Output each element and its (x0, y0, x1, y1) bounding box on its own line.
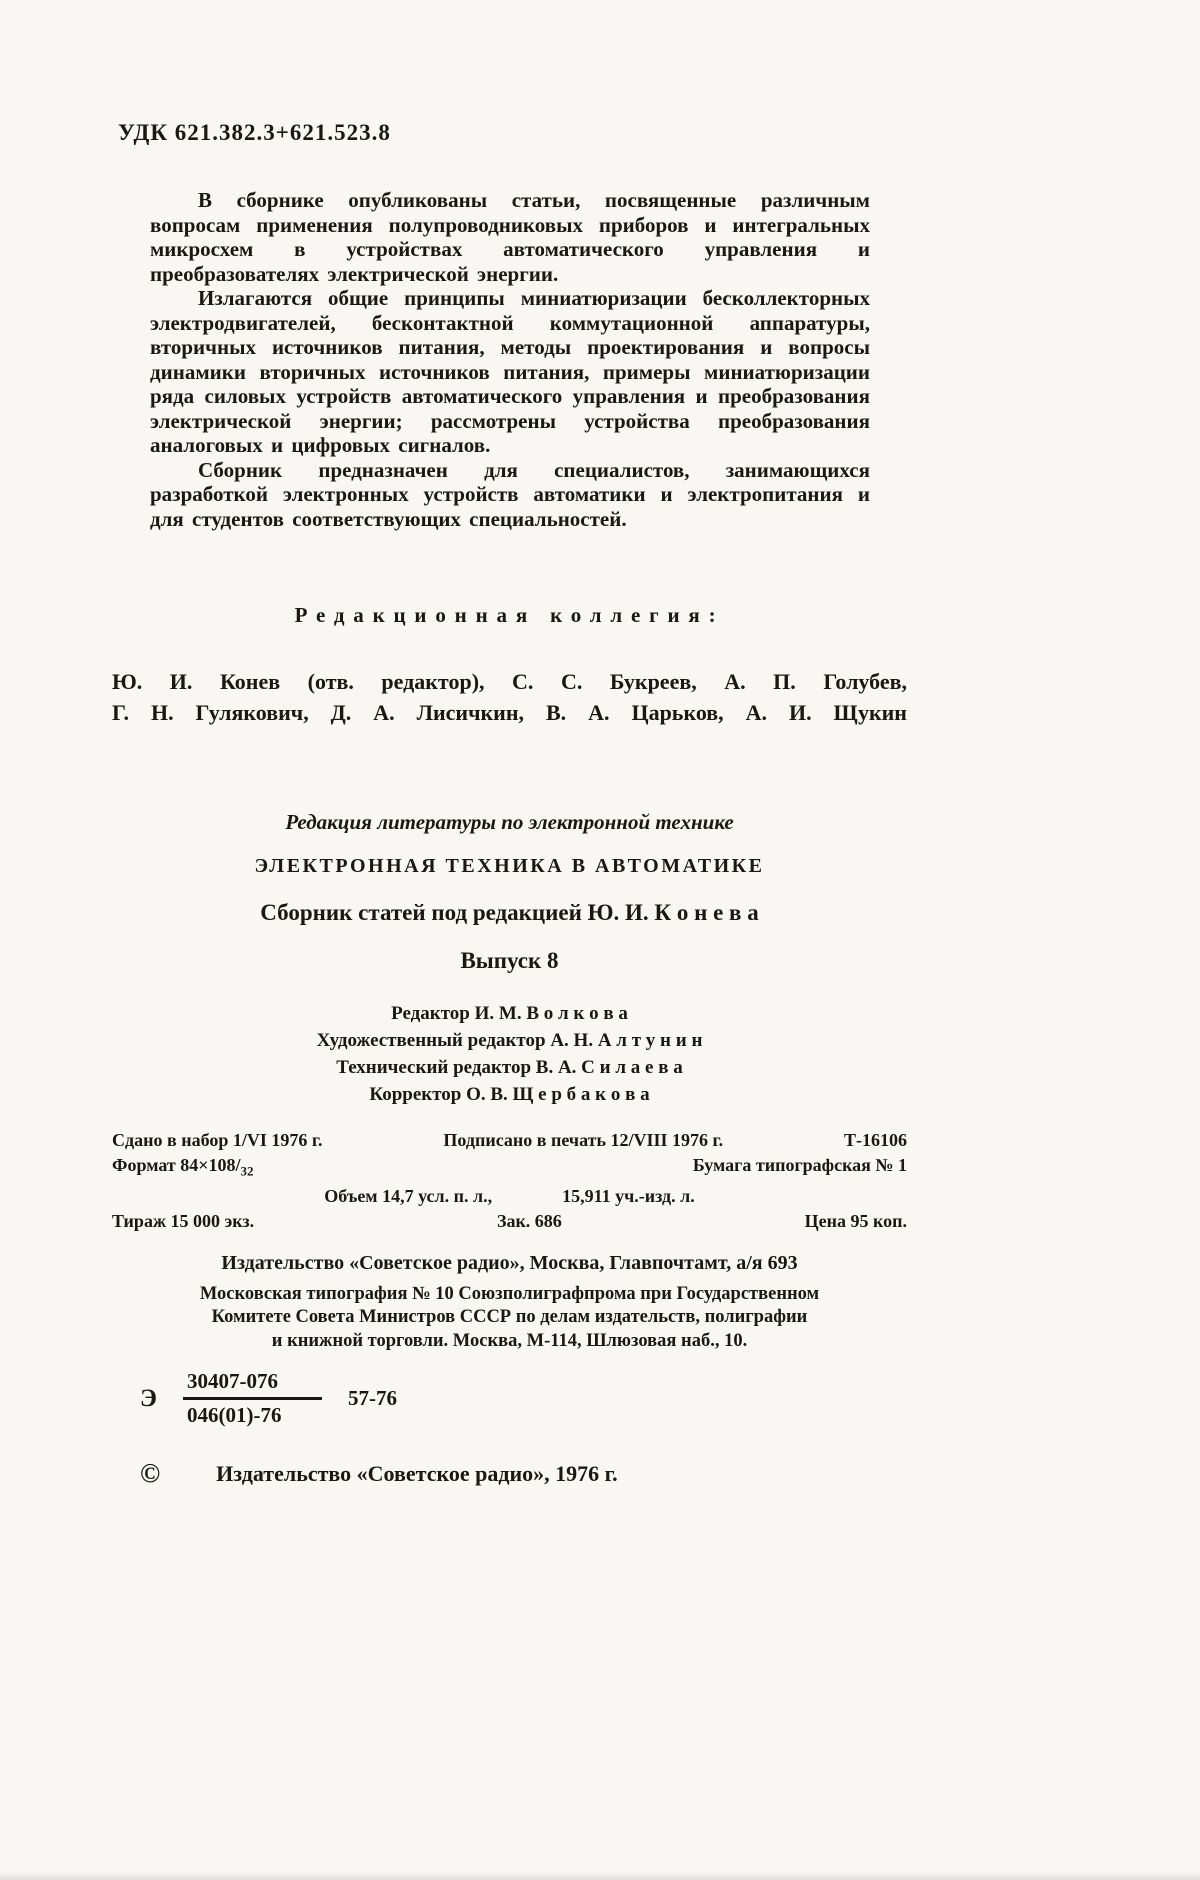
staff-line: Технический редактор В. А. С и л а е в а (336, 1057, 683, 1078)
copyright-notice (140, 1458, 907, 1489)
staff-line: Художественный редактор А. Н. А л т у н и н (316, 1030, 703, 1051)
format-spec (112, 1153, 253, 1184)
catalog-numerator: 30407-076 (183, 1369, 322, 1400)
order-number: Зак. 686 (496, 1210, 562, 1231)
catalog-letter: Э (140, 1384, 157, 1412)
scan-bottom-shadow (0, 1872, 1200, 1880)
price: Цена 95 коп. (804, 1210, 907, 1231)
staff-line: Корректор О. В. Щ е р б а к о в а (369, 1084, 650, 1105)
printer-line: Московская типография № 10 Союзполиграфпрома при Государственном (199, 1283, 820, 1304)
volume-spec-2: 15,911 уч.-изд. л. (562, 1185, 695, 1206)
paper-spec: Бумага типографская № 1 (692, 1155, 907, 1175)
publisher-address: Издательство «Советское радио», Москва, Главпочтамт, а/я 693 (221, 1251, 798, 1274)
annotation-paragraph: В сборнике опубликованы статьи, посвященные различным вопросам применения полупроводниковых приборов и интегральных микросхем в устройствах автоматического управления и преобразователях электрической энергии. (150, 188, 870, 286)
imprint-row (112, 1153, 907, 1184)
annotation-block (150, 188, 870, 531)
imprint-row (112, 1184, 907, 1209)
imprint-row (112, 1128, 907, 1153)
annotation-paragraph: Излагаются общие принципы миниатюризации бесколлекторных электродвигателей, бесконтактной коммутационной аппаратуры, вторичных источников питания, методы проектирования и вопросы динамики вторичных источников питания, примеры миниатюризации ряда силовых устройств автоматического управления и преобразования электрической энергии; рассмотрены устройства преобразования аналоговых и цифровых сигналов. (150, 286, 870, 457)
issue-number: Выпуск 8 (460, 948, 559, 973)
volume-spec: Объем 14,7 усл. п. л., (324, 1185, 493, 1206)
editorial-board-line: Ю. И. Конев (отв. редактор), С. С. Букреев, А. П. Голубев, (112, 669, 907, 694)
catalog-code: 57-76 (347, 1386, 397, 1411)
series-title: ЭЛЕКТРОННАЯ ТЕХНИКА В АВТОМАТИКЕ (254, 855, 765, 877)
print-run: Тираж 15 000 экз. (112, 1210, 255, 1231)
book-subtitle: Сборник статей под редакцией Ю. И. К о н е в а (260, 900, 759, 925)
typeset-date: Сдано в набор 1/VI 1976 г. (112, 1130, 323, 1150)
t-number: Т-16106 (844, 1130, 907, 1150)
staff-line: Редактор И. М. В о л к о в а (391, 1003, 628, 1024)
copyright-icon: © (140, 1458, 161, 1489)
format-label: Формат 84×108/ (112, 1155, 241, 1175)
book-imprint-page (112, 0, 907, 1489)
imprint-data (112, 1128, 907, 1234)
print-date: Подписано в печать 12/VIII 1976 г. (443, 1130, 724, 1150)
format-subscript: 32 (240, 1163, 254, 1179)
catalog-fraction (183, 1369, 322, 1428)
editorial-board-names (112, 666, 907, 728)
catalog-index-formula (140, 1369, 907, 1428)
annotation-paragraph: Сборник предназначен для специалистов, занимающихся разработкой электронных устройств автоматики и электропитания и для студентов соответствующих специальностей. (150, 457, 870, 531)
printing-house-info (112, 1283, 907, 1354)
editorial-board-line: Г. Н. Гулякович, Д. А. Лисичкин, В. А. Царьков, А. И. Щукин (112, 700, 907, 725)
printer-line: и книжной торговли. Москва, М-114, Шлюзовая наб., 10. (271, 1330, 748, 1351)
udc-classification: УДК 621.382.3+621.523.8 (118, 120, 391, 145)
catalog-denominator: 046(01)-76 (186, 1403, 282, 1428)
printer-line: Комитете Совета Министров СССР по делам издательств, полиграфии (211, 1307, 808, 1328)
staff-credits (112, 1000, 907, 1108)
imprint-row (112, 1209, 907, 1234)
editorial-board-heading: Редакционная коллегия: (294, 603, 725, 627)
series-editorial-line: Редакция литературы по электронной технике (285, 810, 734, 834)
copyright-text: Издательство «Советское радио», 1976 г. (216, 1460, 618, 1486)
